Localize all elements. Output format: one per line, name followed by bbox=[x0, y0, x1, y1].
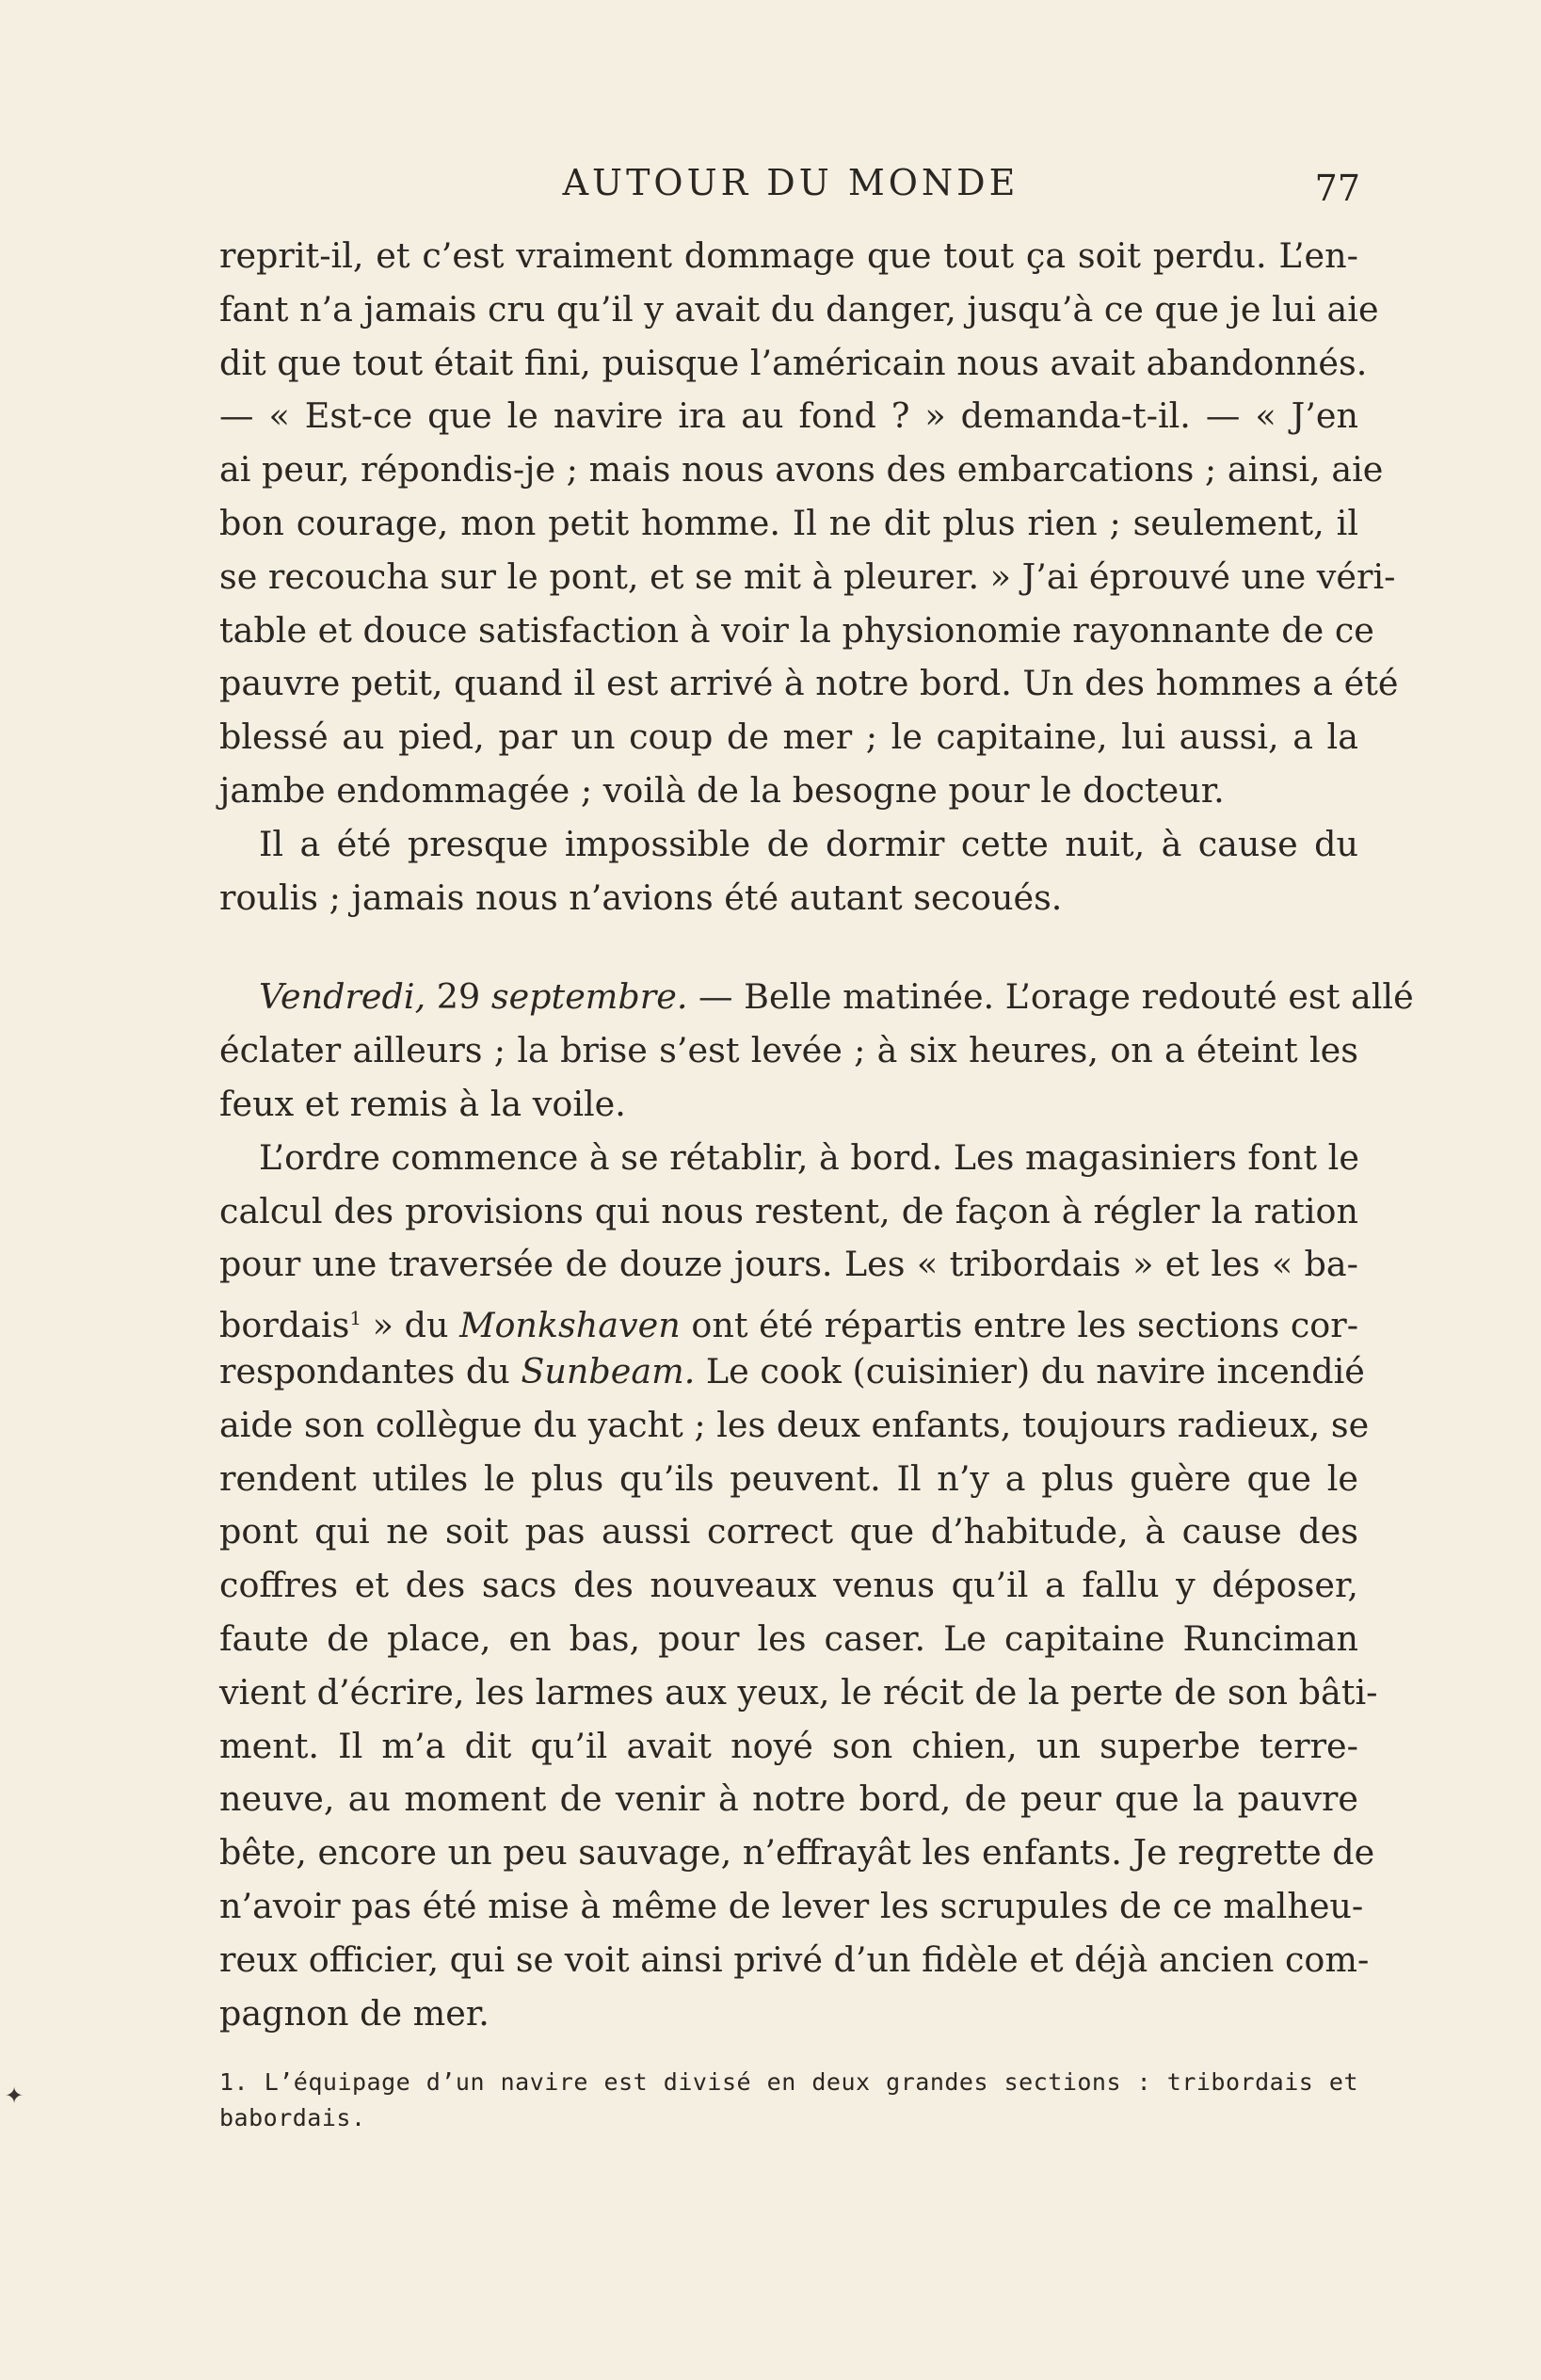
text-line: L’ordre commence à se rétablir, à bord. Les magasiniers font le bbox=[259, 1136, 1359, 1178]
sunbeam-end: Le cook (cuisinier) du navire incendié bbox=[695, 1350, 1365, 1391]
text-line: ment. Il m’a dit qu’il avait noyé son chien, un superbe terre- bbox=[219, 1725, 1358, 1766]
page-number: 77 bbox=[1314, 168, 1360, 209]
text-line: dit que tout était fini, puisque l’américain nous avait abandonnés. bbox=[219, 342, 1368, 383]
text-line: bon courage, mon petit homme. Il ne dit plus rien ; seulement, il bbox=[219, 502, 1358, 543]
text-line: table et douce satisfaction à voir la physionomie rayonnante de ce bbox=[219, 609, 1374, 651]
text-line: faute de place, en bas, pour les caser. Le capitaine Runciman bbox=[219, 1617, 1358, 1659]
bordais-text: bordais bbox=[219, 1305, 350, 1346]
text-line: rendent utiles le plus qu’ils peuvent. Il n’y a plus guère que le bbox=[219, 1457, 1358, 1499]
body-text bbox=[219, 230, 1414, 2040]
bordais-end: ont été répartis entre les sections cor- bbox=[680, 1305, 1359, 1346]
text-line-with-footnote bbox=[219, 1292, 1358, 1345]
text-line: n’avoir pas été mise à même de lever les scrupules de ce malheu- bbox=[219, 1885, 1364, 1926]
ship-name: Monkshaven bbox=[459, 1305, 681, 1346]
text-line: reux officier, qui se voit ainsi privé d’un fidèle et déjà ancien com- bbox=[219, 1938, 1370, 1980]
text-line: coffres et des sacs des nouveaux venus qu’il a fallu y déposer, bbox=[219, 1565, 1358, 1606]
text-line: bête, encore un peu sauvage, n’effrayât les enfants. Je regrette de bbox=[219, 1832, 1375, 1873]
text-line: éclater ailleurs ; la brise s’est levée ; à six heures, on a éteint les bbox=[219, 1030, 1358, 1071]
text-line: pauvre petit, quand il est arrivé à notre bord. Un des hommes a été bbox=[219, 663, 1399, 704]
footnote-line: 1. L’équipage d’un navire est divisé en deux grandes sections : tribordais et bbox=[219, 2068, 1358, 2096]
footnote-reference[interactable]: 1 bbox=[349, 1307, 362, 1330]
yacht-name: Sunbeam. bbox=[521, 1350, 696, 1391]
text-line: fant n’a jamais cru qu’il y avait du danger, jusqu’à ce que je lui aie bbox=[219, 288, 1379, 330]
entry-date-line bbox=[219, 971, 1414, 1024]
entry-date-number: 29 bbox=[436, 976, 481, 1018]
text-line-sunbeam bbox=[219, 1345, 1365, 1399]
text-line: ai peur, répondis-je ; mais nous avons des embarcations ; ainsi, aie bbox=[219, 449, 1384, 490]
text-line: — « Est-ce que le navire ira au fond ? » demanda-t-il. — « J’en bbox=[219, 395, 1358, 437]
text-line: neuve, au moment de venir à notre bord, de peur que la pauvre bbox=[219, 1778, 1358, 1820]
sunbeam-start: respondantes du bbox=[219, 1350, 522, 1391]
margin-mark-icon: ✦ bbox=[5, 2082, 24, 2109]
footnote-line: babordais. bbox=[219, 2104, 366, 2131]
entry-date-month: septembre. bbox=[490, 976, 688, 1018]
text-line: feux et remis à la voile. bbox=[219, 1083, 626, 1124]
text-line: pont qui ne soit pas aussi correct que d’habitude, à cause des bbox=[219, 1511, 1358, 1552]
text-line: pagnon de mer. bbox=[219, 1992, 490, 2034]
text-line: roulis ; jamais nous n’avions été autant secoués. bbox=[219, 876, 1063, 918]
entry-lead: — Belle matinée. L’orage redouté est allé bbox=[698, 976, 1414, 1018]
text-line: reprit-il, et c’est vraiment dommage que tout ça soit perdu. L’en- bbox=[219, 235, 1358, 276]
text-line: pour une traversée de douze jours. Les « tribordais » et les « ba- bbox=[219, 1244, 1358, 1285]
text-line: blessé au pied, par un coup de mer ; le capitaine, lui aussi, a la bbox=[219, 716, 1358, 758]
footnote bbox=[219, 2065, 1358, 2136]
entry-date-day: Vendredi, bbox=[259, 976, 426, 1018]
paragraph-gap bbox=[219, 925, 1358, 971]
text-line: jambe endommagée ; voilà de la besogne pour le docteur. bbox=[219, 769, 1225, 811]
text-line: aide son collègue du yacht ; les deux enfants, toujours radieux, se bbox=[219, 1404, 1370, 1445]
text-line: se recoucha sur le pont, et se mit à pleurer. » J’ai éprouvé une véri- bbox=[219, 555, 1396, 597]
running-title: AUTOUR DU MONDE bbox=[562, 162, 1019, 203]
text-line: vient d’écrire, les larmes aux yeux, le récit de la perte de son bâti- bbox=[219, 1671, 1378, 1713]
text-line: Il a été presque impossible de dormir cette nuit, à cause du bbox=[259, 823, 1358, 864]
bordais-mid: » du bbox=[361, 1305, 460, 1346]
text-line: calcul des provisions qui nous restent, de façon à régler la ration bbox=[219, 1190, 1358, 1231]
running-head bbox=[221, 158, 1360, 215]
